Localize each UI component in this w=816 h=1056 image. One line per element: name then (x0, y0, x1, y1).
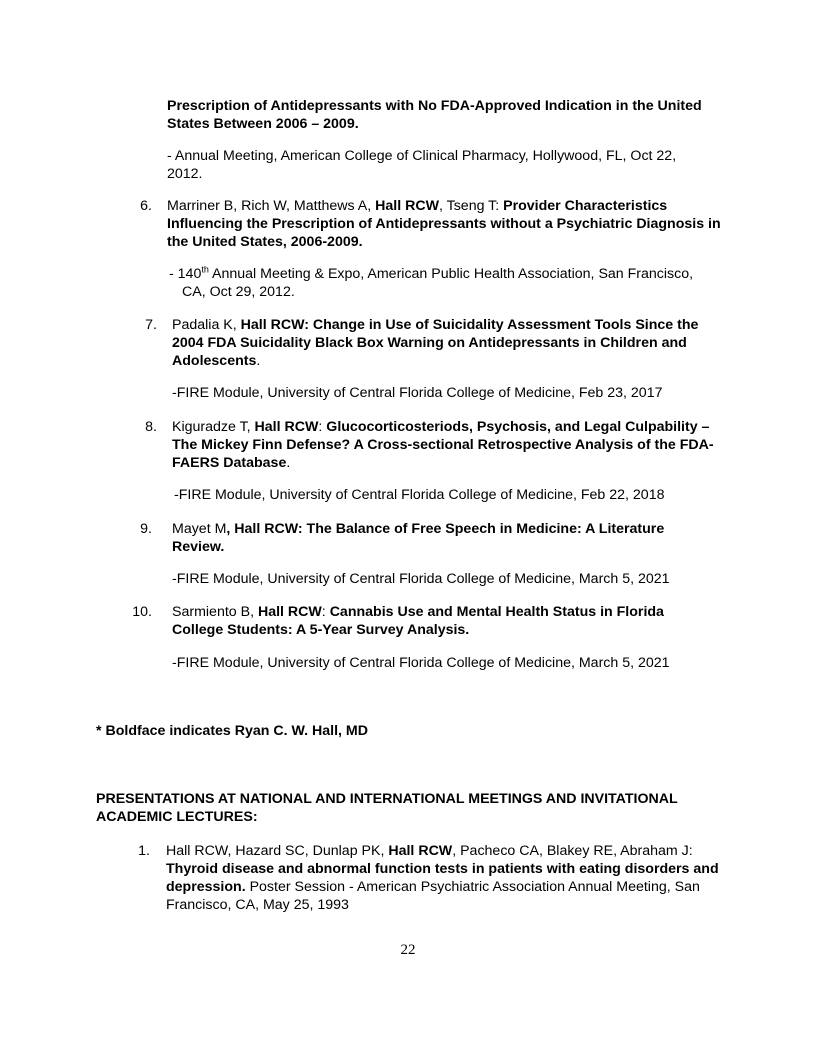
entry-title: Cannabis Use and Mental Health Status in Florida College Students: A 5-Year Survey Analysis. (172, 604, 664, 638)
entry-number: 10. (132, 604, 152, 620)
entry-authors: Mayet M (172, 521, 227, 537)
entry-title: Prescription of Antidepressants with No FDA-Approved Indication in the United States Between 2006 – 2009. (167, 98, 702, 132)
entry-venue: -FIRE Module, University of Central Florida College of Medicine, March 5, 2021 (172, 655, 670, 671)
entry-end: . (286, 455, 291, 471)
entry-venue: -FIRE Module, University of Central Florida College of Medicine, March 5, 2021 (172, 571, 670, 587)
entry-citation (172, 418, 732, 472)
venue-text: Annual Meeting & Expo, American Public Health Association, San Francisco, (208, 266, 694, 282)
entry-colon: : (318, 419, 327, 435)
entry-citation (167, 197, 727, 251)
entry-authors: Hall RCW, Hazard SC, Dunlap PK, (166, 843, 389, 859)
entry-citation (172, 316, 732, 370)
entry-title: , Hall RCW: The Balance of Free Speech in Medicine: A Literature Review. (172, 521, 665, 555)
entry-authors: Kiguradze T, (172, 419, 255, 435)
entry-title: Thyroid disease and abnormal function tests in patients with eating disorders and depression. (166, 861, 719, 895)
entry-venue (169, 265, 729, 283)
entry-venue: -FIRE Module, University of Central Florida College of Medicine, Feb 22, 2018 (174, 487, 665, 503)
entry-author-highlight: Hall RCW (388, 843, 453, 859)
entry-title: Provider Characteristics Influencing the Prescription of Antidepressants without a Psychiatric Diagnosis in the United States, 2006-2009. (167, 198, 721, 250)
entry-author-highlight: Hall RCW (254, 419, 319, 435)
entry-title: Hall RCW: Change in Use of Suicidality Assessment Tools Since the 2004 FDA Suicidality Black Box Warning on Antidepressants in Children and Adolescents (172, 317, 699, 369)
entry-author-highlight: Hall RCW (257, 604, 322, 620)
entry-end: . (256, 353, 261, 369)
venue-superscript: th (201, 264, 209, 275)
entry-number: 9. (140, 521, 152, 537)
entry-citation (172, 603, 692, 639)
entry-venue: -FIRE Module, University of Central Florida College of Medicine, Feb 23, 2017 (172, 385, 663, 401)
entry-authors: Padalia K, (172, 317, 241, 333)
entry-authors: , Tseng T: (438, 198, 504, 214)
entry-number: 1. (138, 843, 150, 859)
entry-colon: : (321, 604, 330, 620)
entry-author-highlight: Hall RCW (375, 198, 439, 214)
page-number: 22 (400, 942, 416, 958)
entry-venue-line2: CA, Oct 29, 2012. (182, 284, 295, 300)
entry-venue: - Annual Meeting, American College of Clinical Pharmacy, Hollywood, FL, Oct 22, 2012. (167, 148, 677, 182)
section-heading: PRESENTATIONS AT NATIONAL AND INTERNATIONAL MEETINGS AND INVITATIONAL ACADEMIC LECTURES: (96, 791, 678, 825)
entry-number: 8. (145, 419, 157, 435)
venue-prefix: - 140 (169, 266, 202, 282)
entry-number: 7. (145, 317, 157, 333)
entry-title: Glucocorticosteriods, Psychosis, and Legal Culpability – The Mickey Finn Defense? A Cross-sectional Retrospective Analysis of the FDA-FAERS Database (172, 419, 714, 471)
entry-authors: , Pacheco CA, Blakey RE, Abraham J: (452, 843, 693, 859)
entry-authors: Sarmiento B, (172, 604, 258, 620)
entry-citation (172, 520, 692, 556)
entry-number: 6. (140, 198, 152, 214)
entry-venue: Poster Session - American Psychiatric Association Annual Meeting, San Francisco, CA, May 25, 1993 (166, 879, 700, 913)
entry-authors: Marriner B, Rich W, Matthews A, (167, 198, 376, 214)
boldface-footnote: * Boldface indicates Ryan C. W. Hall, MD (96, 723, 368, 739)
entry-citation (166, 842, 726, 914)
